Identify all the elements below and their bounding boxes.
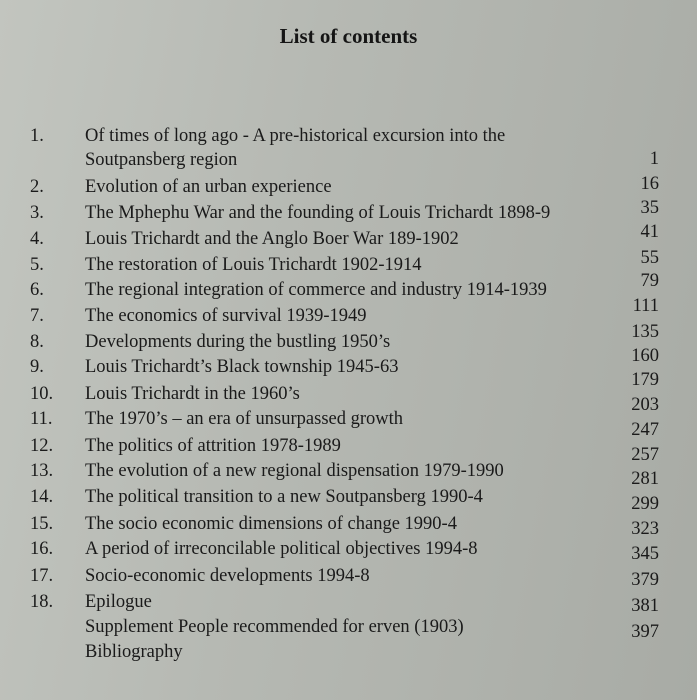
page-number: 323 [631,519,659,539]
chapter-title: The 1970’s – an era of unsurpassed growth [85,409,404,429]
chapter-title: Epilogue [85,592,152,612]
chapter-number: 13. [30,461,54,481]
chapter-number: 3. [30,203,44,223]
page-number-row [0,420,697,446]
page-number-row [0,570,697,596]
chapter-number: 12. [30,436,54,456]
page-number: 379 [631,570,659,590]
page-number: 1 [649,149,659,169]
chapter-number: 6. [30,280,44,300]
page-number: 257 [631,445,659,465]
page-number: 41 [640,222,659,242]
page-number-row [0,174,697,200]
page-number-row [0,622,697,648]
chapter-number: 11. [30,409,53,429]
chapter-number: 10. [30,384,54,404]
chapter-title: The political transition to a new Soutpansberg 1990-4 [85,487,483,507]
page-number-row [0,519,697,545]
chapter-number: 5. [30,255,44,275]
page-number-row [0,198,697,224]
page-number: 111 [632,296,659,316]
page-number-row [0,596,697,622]
chapter-title: Bibliography [85,642,183,662]
chapter-number: 1. [30,126,44,146]
page-number: 397 [631,622,659,642]
chapter-title: The socio economic dimensions of change 1990-4 [85,514,457,534]
chapter-title: Developments during the bustling 1950’s [85,332,391,352]
chapter-number: 17. [30,566,54,586]
chapter-title: The regional integration of commerce and industry 1914-1939 [85,280,547,300]
chapter-number: 8. [30,332,44,352]
page-number: 55 [640,248,659,268]
chapter-title: The Mphephu War and the founding of Louis Trichardt 1898-9 [85,203,551,223]
page-number-row [0,469,697,495]
page-number-row [0,494,697,520]
page-number-row [0,222,697,248]
chapter-number: 9. [30,357,44,377]
chapter-number: 16. [30,539,54,559]
chapter-title: Soutpansberg region [85,150,238,170]
page-number-row [0,544,697,570]
chapter-number: 18. [30,592,54,612]
page-number-row [0,322,697,348]
chapter-title: Louis Trichardt and the Anglo Boer War 189-1902 [85,229,459,249]
chapter-title: Louis Trichardt in the 1960’s [85,384,300,404]
chapter-title: Louis Trichardt’s Black township 1945-63 [85,357,399,377]
chapter-number: 15. [30,514,54,534]
page-number: 381 [631,596,659,616]
page-number: 299 [631,494,659,514]
page-number: 16 [640,174,659,194]
page-number: 203 [631,395,659,415]
page-number-row [0,370,697,396]
chapter-title: The restoration of Louis Trichardt 1902-1914 [85,255,422,275]
chapter-number: 14. [30,487,54,507]
page-number: 160 [631,346,659,366]
page-number-row [0,271,697,297]
page-title: List of contents [279,24,418,48]
chapter-title: Supplement People recommended for erven (1903) [85,617,464,637]
page-number-row [0,296,697,322]
chapter-title: Evolution of an urban experience [85,177,332,197]
page-number-row [0,149,697,175]
page-number-row [0,346,697,372]
page-number: 135 [631,322,659,342]
chapter-title: The politics of attrition 1978-1989 [85,436,341,456]
chapter-title: The economics of survival 1939-1949 [85,306,367,326]
chapter-title: Of times of long ago - A pre-historical excursion into the [85,126,506,146]
page-number: 79 [640,271,659,291]
chapter-number: 7. [30,306,44,326]
page-number-row [0,395,697,421]
chapter-title: Socio-economic developments 1994-8 [85,566,370,586]
page-number: 345 [631,544,659,564]
page-number: 179 [631,370,659,390]
chapter-number: 2. [30,177,44,197]
page-number: 281 [631,469,659,489]
page-number-row [0,445,697,471]
page-number: 35 [640,198,659,218]
chapter-title: A period of irreconcilable political objectives 1994-8 [85,539,478,559]
chapter-title: The evolution of a new regional dispensation 1979-1990 [85,461,504,481]
chapter-number: 4. [30,229,44,249]
page-number: 247 [631,420,659,440]
